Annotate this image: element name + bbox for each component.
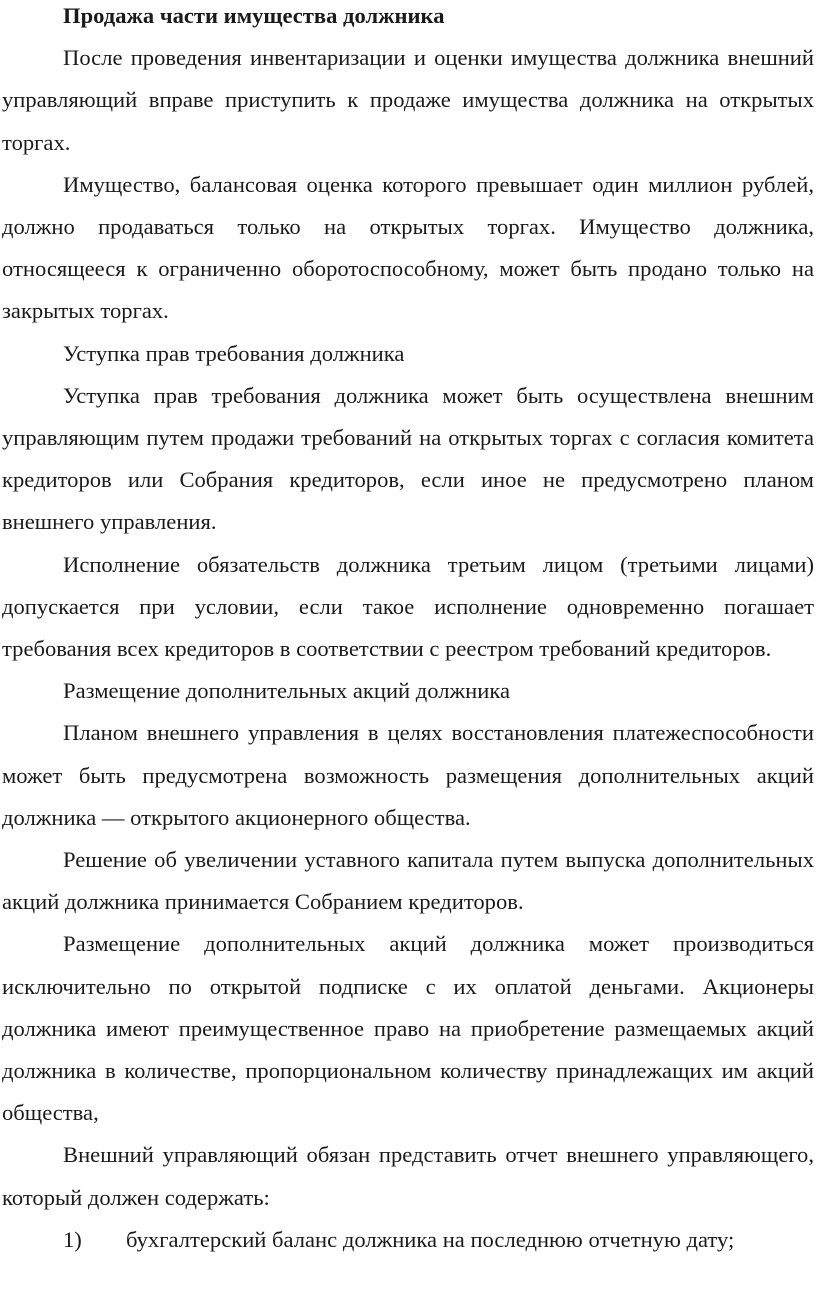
document-title: Продажа части имущества должника [63,3,445,28]
paragraph: Имущество, балансовая оценка которого превышает один миллион рублей, должно продаваться только на открытых торгах. Имущество должника, относящееся к ограниченно оборотоспособному, может быть продано только на закрытых торгах. [2,171,814,324]
paragraph: Планом внешнего управления в целях восстановления платежеспособности может быть предусмотрена возможность размещения дополнительных акций должника — открытого акционерного общества. [2,720,814,830]
paragraph: Уступка прав требования должника может быть осуществлена внешним управляющим путем продажи требований на открытых торгах с согласия комитета кредиторов или Собрания кредиторов, если иное не предусмотрено планом внешнего управления. [2,382,814,535]
paragraph: После проведения инвентаризации и оценки имущества должника внешний управляющий вправе приступить к продаже имущества должника на открытых торгах. [2,45,814,155]
paragraph: Решение об увеличении уставного капитала путем выпуска дополнительных акций должника принимается Собранием кредиторов. [2,847,814,915]
section-heading: Размещение дополнительных акций должника [63,678,510,704]
section-heading: Уступка прав требования должника [63,340,405,366]
paragraph: Исполнение обязательств должника третьим лицом (третьими лицами) допускается при условии, если такое исполнение одновременно погашает требования всех кредиторов в соответствии с реестром требований кредиторов. [2,551,814,662]
list-item-number: 1) [63,1226,82,1252]
list-item-text: бухгалтерский баланс должника на последнюю отчетную дату; [126,1226,735,1252]
paragraph: Размещение дополнительных акций должника может производиться исключительно по открытой подписке с их оплатой деньгами. Акционеры должника имеют преимущественное право на приобретение размещаемых акций должника в количестве, пропорциональном количеству принадлежащих им акций общества, [2,931,814,1126]
paragraph: Внешний управляющий обязан представить отчет внешнего управляющего, который должен содержать: [2,1142,814,1210]
list-item [2,1219,814,1261]
